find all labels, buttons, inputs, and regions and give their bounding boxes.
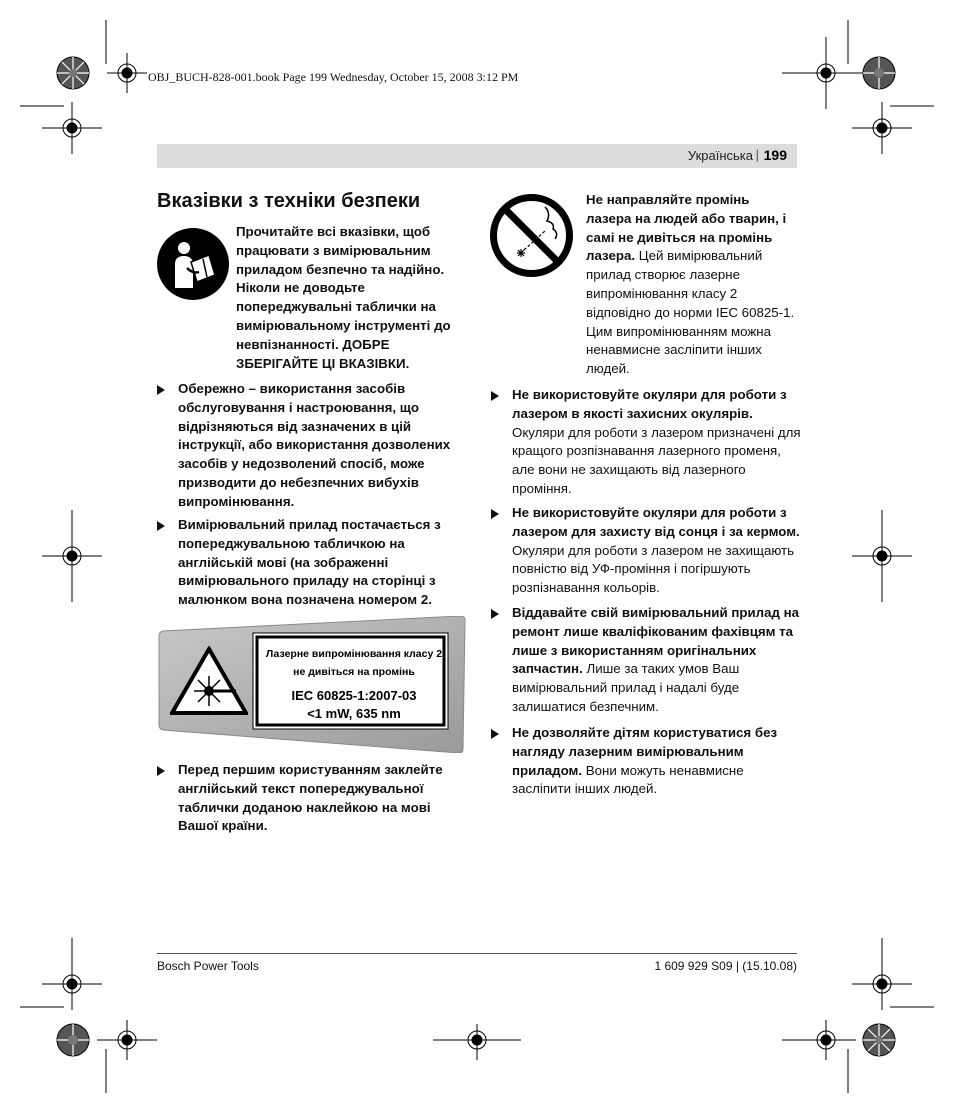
footer-doc-number: 1 609 929 S09 | (15.10.08) [654, 959, 797, 973]
list-item-text: Обережно – використання засобів обслуговування і настроювання, що відрізняються від зазначених в цій інструкції, або використання дозволених засобів у недозволений спосіб, може призводити до небезпечних вибухів випромінювання. [178, 381, 451, 509]
bullet-arrow-icon [491, 509, 499, 519]
footer-brand: Bosch Power Tools [157, 959, 259, 973]
label-line-2: не дивіться на промінь [293, 666, 415, 678]
bullet-arrow-icon [491, 609, 499, 619]
list-item-normal: Окуляри для роботи з лазером призначені для кращого розпізнавання лазерного променя, але вони не захищають від лазерного проміння. [512, 424, 801, 496]
right-intro [586, 191, 798, 379]
list-item-bold: Не дозволяйте дітям користуватися без нагляду лазерним вимірювальним приладом. [512, 725, 778, 778]
right-intro-normal: Цей вимірювальний прилад створює лазерне випромінювання класу 2 відповідно до норми IEC 60825-1. Цим випромінюванням можна ненавмисне засліпити інших людей. [586, 248, 795, 377]
page-header [157, 144, 797, 168]
page-number: 199 [763, 147, 787, 163]
list-item-text [512, 504, 802, 598]
header-separator: | [755, 147, 759, 162]
list-item-text: Вимірювальний прилад постачається з попереджувальною табличкою на англійській мові (на зображенні вимірювального приладу на сторінці з малюнком вона позначена номером 2. [178, 517, 441, 608]
no-laser-eye-icon [489, 193, 574, 278]
bullet-arrow-icon [491, 391, 499, 401]
list-item-text [512, 604, 807, 717]
right-intro-bold: Не направляйте промінь лазера на людей або тварин, і самі не дивіться на промінь лазера. [586, 192, 787, 264]
print-header: OBJ_BUCH-828-001.book Page 199 Wednesday, October 15, 2008 3:12 PM [148, 70, 519, 84]
intro-warning: Прочитайте всі вказівки, щоб працювати з вимірювальним приладом безпечно та надійно. Ніколи не доводьте попереджувальні таблички на вимірювальному інструменті до невпізнанності. ДОБРЕ ЗБЕРІГАЙТЕ ЦІ ВКАЗІВКИ. [236, 224, 451, 371]
list-item-bold: Не використовуйте окуляри для роботи з лазером для захисту від сонця і за кермом. [512, 505, 800, 539]
header-language: Українська [687, 148, 753, 163]
label-line-3: IEC 60825-1:2007-03 [291, 688, 417, 703]
label-line-1: Лазерне випромінювання класу 2 [265, 648, 443, 660]
list-item-text [512, 386, 802, 499]
list-item-normal: Лише за таких умов Ваш вимірювальний прилад і надалі буде залишатися безпечним. [512, 661, 740, 714]
bullet-arrow-icon [491, 729, 499, 739]
footer-divider [157, 953, 797, 954]
list-item-normal: Окуляри для роботи з лазером не захищають повністю від УФ-проміння і погіршують розпізнавання кольорів. [512, 542, 795, 596]
list-item-bold: Віддавайте свій вимірювальний прилад на ремонт лише кваліфікованим фахівцям та лише з використанням оригінальних запчастин. [512, 605, 800, 677]
bullet-arrow-icon [157, 766, 165, 776]
list-item-text [512, 724, 802, 799]
list-item-text: Перед першим користуванням заклейте англійський текст попереджувальної таблички доданою наклейкою на мові Вашої країни. [178, 762, 443, 834]
bullet-arrow-icon [157, 385, 165, 395]
list-item-bold: Не використовуйте окуляри для роботи з лазером в якості захисних окулярів. [512, 387, 787, 421]
laser-warning-triangle-icon [170, 646, 248, 716]
list-item-normal: Вони можуть ненавмисне засліпити інших людей. [512, 762, 744, 797]
read-manual-icon [157, 228, 229, 300]
bullet-arrow-icon [157, 521, 165, 531]
label-line-4: <1 mW, 635 nm [307, 706, 401, 721]
page-title: Вказівки з техніки безпеки [157, 190, 421, 212]
